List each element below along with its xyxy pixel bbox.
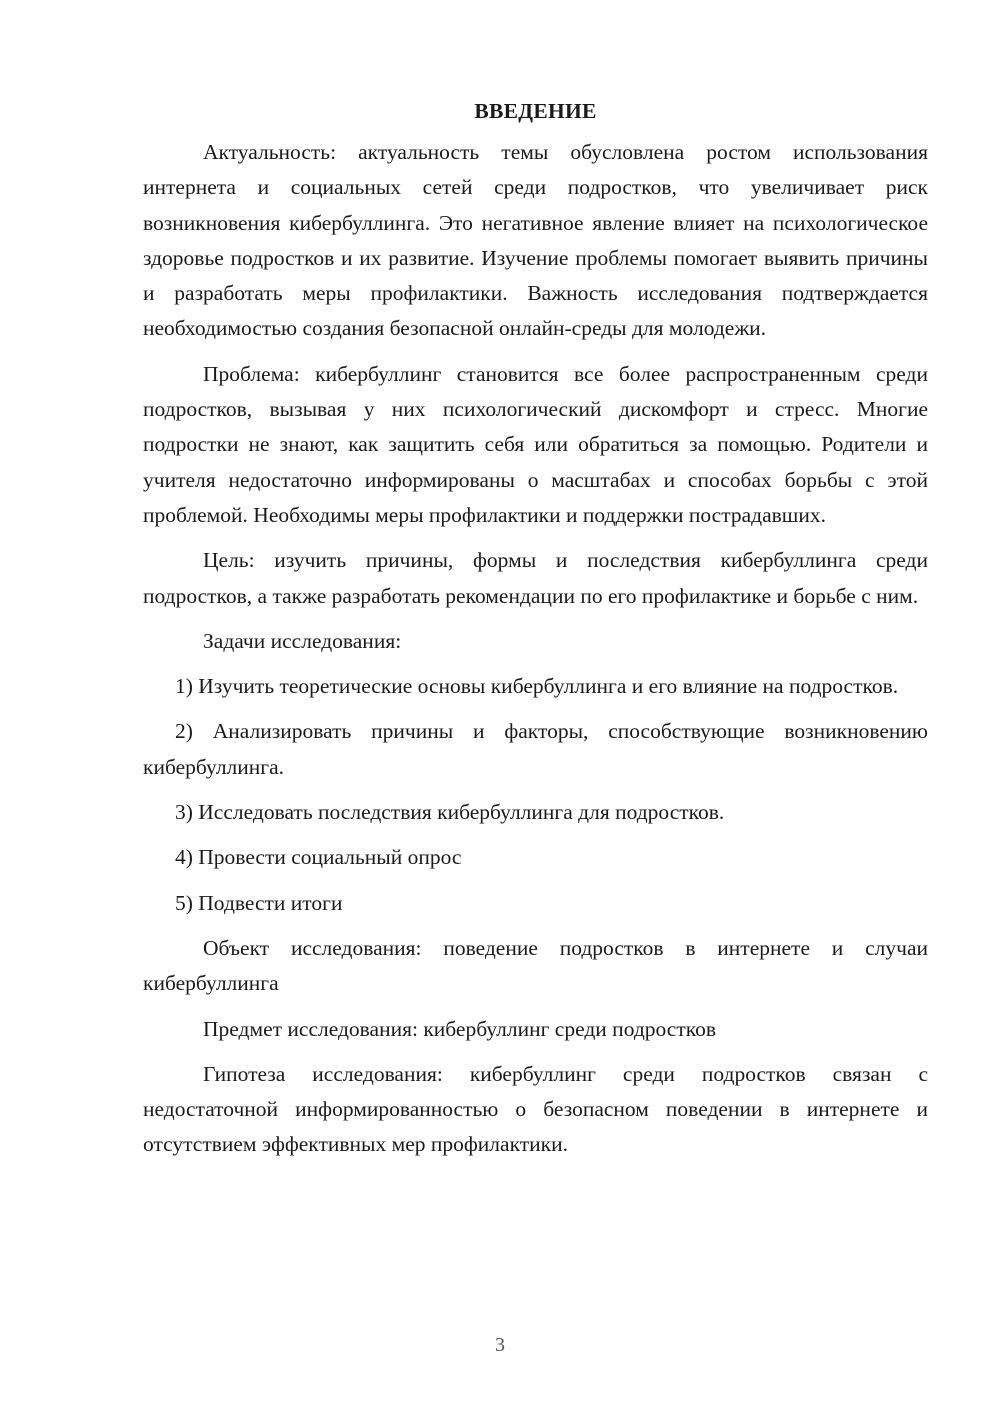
task-item-5: 5) Подвести итоги bbox=[175, 890, 343, 915]
object-paragraph: Объект исследования: поведение подростков в интернете и случаи кибербуллинга bbox=[143, 935, 928, 996]
task-item-1: 1) Изучить теоретические основы кибербуллинга и его влияние на подростков. bbox=[175, 674, 899, 699]
relevance-paragraph: Актуальность: актуальность темы обусловлена ростом использования интернета и социальных сетей среди подростков, что увеличивает риск возникновения кибербуллинга. Это негативное явление влияет на психологическое здоровье подростков и их развитие. Изучение проблемы помогает выявить причины и разработать меры профилактики. Важность исследования подтверждается необходимостью создания безопасной онлайн-среды для молодежи. bbox=[143, 140, 928, 341]
task-item-4: 4) Провести социальный опрос bbox=[175, 845, 462, 870]
task-item-3: 3) Исследовать последствия кибербуллинга для подростков. bbox=[175, 800, 725, 825]
subject-paragraph: Предмет исследования: кибербуллинг среди подростков bbox=[203, 1016, 716, 1041]
page-number: 3 bbox=[495, 1334, 505, 1356]
problem-paragraph: Проблема: кибербуллинг становится все более распространенным среди подростков, вызывая у них психологический дискомфорт и стресс. Многие подростки не знают, как защитить себя или обратиться за помощью. Родители и учителя недостаточно информированы о масштабах и способах борьбы с этой проблемой. Необходимы меры профилактики и поддержки пострадавших. bbox=[143, 361, 928, 527]
tasks-heading: Задачи исследования: bbox=[203, 628, 402, 653]
section-title: ВВЕДЕНИЕ bbox=[474, 99, 597, 123]
document-page bbox=[143, 96, 928, 1173]
task-item-2: 2) Анализировать причины и факторы, способствующие возникновению кибербуллинга. bbox=[143, 719, 928, 779]
hypothesis-paragraph: Гипотеза исследования: кибербуллинг среди подростков связан с недостаточной информированностью о безопасном поведении в интернете и отсутствием эффективных мер профилактики. bbox=[143, 1061, 928, 1157]
goal-paragraph: Цель: изучить причины, формы и последствия кибербуллинга среди подростков, а также разработать рекомендации по его профилактике и борьбе с ним. bbox=[143, 548, 928, 608]
